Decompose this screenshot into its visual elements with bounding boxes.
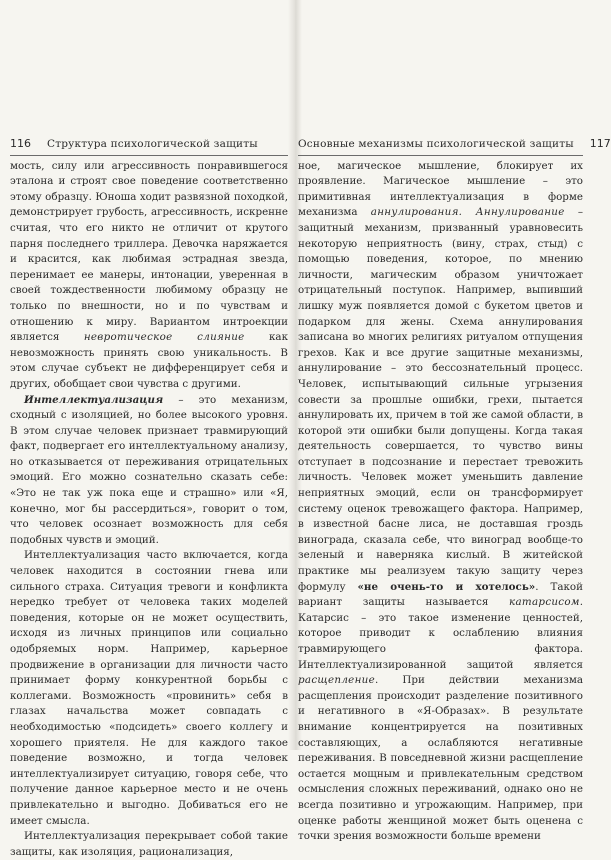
text-run: ное, магическое мышление, блокирует их проявление. Магическое мышление – это примитивная интеллектуализация в форме механизма bbox=[298, 159, 583, 219]
text-run: мость, силу или агрессивность понравившегося эталона и строят свое поведение соответственно этому образцу. Юноша ходит развязной походкой, демонстрирует грубость, агрессивность, искренне считая, что его никто не отличит от крутого парня последнего триллера. Девочка наряжается и красится, как любимая эстрадная звезда, перенимает ее манеры, интонации, уверенная в своей тождественности любимому образцу не только по внешности, но и по чувствам и отношению к миру. Вариантом интроекции является bbox=[10, 159, 288, 344]
emphasized-term: невротическое слияние bbox=[83, 331, 245, 344]
text-run: как невозможность принять свою уникальность. В этом случае субъект не дифференцирует себя и других, обобщает свои чувства с другими. bbox=[10, 331, 289, 390]
paragraph bbox=[10, 159, 288, 393]
page-number: 117 bbox=[589, 137, 611, 150]
emphasized-term: расщепление bbox=[298, 674, 375, 687]
emphasized-term: аннулирования. Аннулирование bbox=[370, 206, 565, 219]
paragraph bbox=[10, 393, 288, 549]
text-run: – защитный механизм, призванный уравновесить некоторую неприятность (вину, страх, стыд) с помощью поведения, которое, по мнению личности, магическим образом уничтожает отрицательный поступок. Например, выпивший лишку муж появляется домой с букетом цветов и подарком для жены. Схема аннулирования записана во многих религиях ритуалом отпущения грехов. Как и все другие защитные механизмы, аннулирование – это бессознательный процесс. Человек, испытывающий сильные угрызения совести за прошлые ошибки, грехи, пытается аннулировать их, причем в той же самой области, в которой эти ошибки были допущены. Когда такая деятельность совершается, то чувство вины отступает в подсознание и перестает тревожить личность. Человек может уменьшить давление неприятных эмоций, если он трансформирует систему оценок тревожащего фактора. Например, в известной басне лиса, не доставшая гроздь винограда, сказала себе, что виноград вообще-то зеленый и наверняка кислый. В житейской практике мы реализуем такую защиту через формулу bbox=[298, 206, 583, 593]
text-run: Интеллектуализация часто включается, когда человек находится в состоянии гнева или сильного страха. Ситуация тревоги и конфликта нередко требует от человека таких моделей поведения, которые он не может осуществить, исходя из личных принципов или социально одобряемых норм. Например, карьерное продвижение в организации для личности часто принимает форму конкурентной борьбы с коллегами. Возможность «провинить» себя в глазах начальства может совпадать с необходимостью «подсидеть» своего коллегу и хорошего приятеля. Не для каждого такое поведение возможно, и тогда человек интеллектуализирует ситуацию, говоря себе, что получение данное карьерное место и не очень привлекательно и выгодно. Добиваться его не имеет смысла. bbox=[10, 549, 288, 827]
emphasized-term: катарсисом bbox=[509, 596, 580, 609]
text-run: – это механизм, сходный с изоляцией, но более высокого уровня. В этом случае человек признает травмирующий факт, подвергает его интеллектуальному анализу, но отказывается от переживания отрицательных эмоций. Его можно сознательно сказать себе: «Это не так уж пока еще и страшно» или «Я, конечно, мог бы рассердиться», говорит о том, что человек осознает возможность для себя подобных чувств и эмоций. bbox=[10, 393, 288, 546]
page-number: 116 bbox=[10, 137, 31, 150]
paragraph bbox=[10, 829, 288, 860]
text-run: . Такой вариант защиты называется bbox=[298, 580, 583, 609]
paragraph bbox=[10, 548, 288, 829]
text-run: Интеллектуализация перекрывает собой такие защиты, как изоляция, рационализация, bbox=[10, 830, 288, 858]
running-title: Основные механизмы психологической защиты bbox=[298, 138, 574, 150]
running-title: Структура психологической защиты bbox=[47, 138, 258, 150]
right-page bbox=[298, 136, 611, 845]
paragraph bbox=[298, 159, 583, 845]
left-page-header bbox=[10, 136, 288, 156]
text-run: . При действии механизма расщепления происходит разделение позитивного и негативного в «Я-Образах». В результате внимание концентрируется на позитивных составляющих, а ослабляются негативные переживания. В повседневной жизни расщепление остается мощным и привлекательным средством осмысления сложных переживаний, однако оно не всегда позитивно и угрожающим. Например, при оценке работы женщиной может быть оценена с точки зрения возможности больше времени bbox=[298, 674, 583, 843]
left-page bbox=[10, 136, 288, 860]
quoted-formula: «не очень-то и хотелось» bbox=[357, 580, 536, 593]
text-run: . Катарсис – это такое изменение ценностей, которое приводит к ослаблению влияния травмирующего фактора. Интеллектуализированной защитой является bbox=[298, 596, 583, 671]
section-term: Интеллектуализация bbox=[24, 393, 164, 406]
right-page-header bbox=[298, 136, 611, 156]
